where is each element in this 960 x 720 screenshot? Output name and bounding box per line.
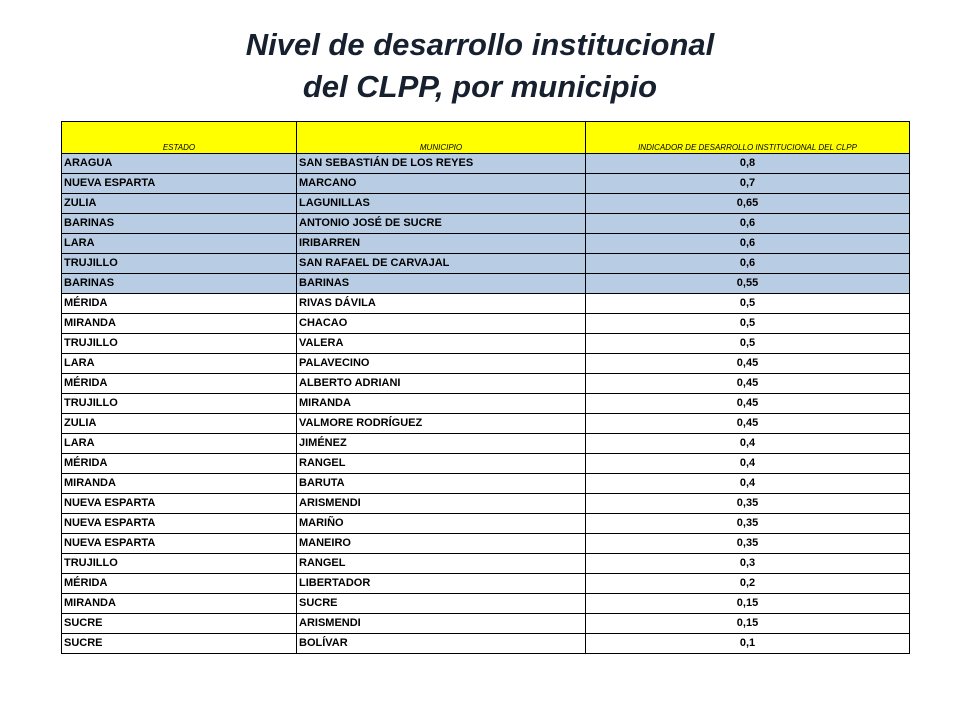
- cell-estado: NUEVA ESPARTA: [62, 534, 297, 554]
- header-estado: ESTADO: [62, 122, 297, 154]
- cell-estado: TRUJILLO: [62, 554, 297, 574]
- cell-indicador: 0,4: [586, 454, 910, 474]
- cell-estado: BARINAS: [62, 214, 297, 234]
- cell-municipio: JIMÉNEZ: [297, 434, 586, 454]
- table-row: [62, 354, 910, 374]
- table-row: [62, 254, 910, 274]
- cell-estado: TRUJILLO: [62, 394, 297, 414]
- cell-municipio: RANGEL: [297, 554, 586, 574]
- cell-estado: ZULIA: [62, 414, 297, 434]
- cell-indicador: 0,6: [586, 234, 910, 254]
- cell-municipio: BARUTA: [297, 474, 586, 494]
- cell-estado: MÉRIDA: [62, 574, 297, 594]
- cell-indicador: 0,55: [586, 274, 910, 294]
- table-row: [62, 494, 910, 514]
- header-municipio: MUNICIPIO: [297, 122, 586, 154]
- page-title: [0, 24, 960, 108]
- table-row: [62, 234, 910, 254]
- title-line-1: Nivel de desarrollo institucional: [245, 27, 715, 62]
- table-row: [62, 414, 910, 434]
- cell-municipio: SAN RAFAEL DE CARVAJAL: [297, 254, 586, 274]
- table-row: [62, 534, 910, 554]
- cell-municipio: LIBERTADOR: [297, 574, 586, 594]
- cell-estado: LARA: [62, 354, 297, 374]
- cell-indicador: 0,3: [586, 554, 910, 574]
- cell-estado: MÉRIDA: [62, 374, 297, 394]
- table-row: [62, 434, 910, 454]
- header-indicador: INDICADOR DE DESARROLLO INSTITUCIONAL DEL CLPP: [586, 122, 910, 154]
- cell-municipio: MARIÑO: [297, 514, 586, 534]
- cell-municipio: VALERA: [297, 334, 586, 354]
- cell-estado: SUCRE: [62, 614, 297, 634]
- cell-indicador: 0,15: [586, 594, 910, 614]
- table-row: [62, 614, 910, 634]
- cell-indicador: 0,1: [586, 634, 910, 654]
- cell-indicador: 0,45: [586, 354, 910, 374]
- cell-indicador: 0,35: [586, 494, 910, 514]
- table-row: [62, 154, 910, 174]
- cell-municipio: IRIBARREN: [297, 234, 586, 254]
- clpp-table: [61, 121, 910, 654]
- table-header-row: [62, 122, 910, 154]
- cell-indicador: 0,5: [586, 314, 910, 334]
- cell-indicador: 0,7: [586, 174, 910, 194]
- cell-municipio: RIVAS DÁVILA: [297, 294, 586, 314]
- cell-indicador: 0,35: [586, 514, 910, 534]
- cell-indicador: 0,6: [586, 254, 910, 274]
- cell-estado: NUEVA ESPARTA: [62, 174, 297, 194]
- cell-estado: LARA: [62, 234, 297, 254]
- table-row: [62, 374, 910, 394]
- cell-estado: TRUJILLO: [62, 334, 297, 354]
- cell-indicador: 0,5: [586, 334, 910, 354]
- cell-indicador: 0,4: [586, 434, 910, 454]
- cell-estado: MÉRIDA: [62, 294, 297, 314]
- table-row: [62, 514, 910, 534]
- cell-municipio: ARISMENDI: [297, 494, 586, 514]
- cell-estado: NUEVA ESPARTA: [62, 494, 297, 514]
- cell-estado: LARA: [62, 434, 297, 454]
- cell-municipio: MANEIRO: [297, 534, 586, 554]
- table-row: [62, 334, 910, 354]
- table-row: [62, 214, 910, 234]
- table-row: [62, 454, 910, 474]
- cell-municipio: ANTONIO JOSÉ DE SUCRE: [297, 214, 586, 234]
- table-row: [62, 274, 910, 294]
- table-row: [62, 554, 910, 574]
- cell-indicador: 0,2: [586, 574, 910, 594]
- cell-estado: NUEVA ESPARTA: [62, 514, 297, 534]
- cell-indicador: 0,6: [586, 214, 910, 234]
- cell-estado: SUCRE: [62, 634, 297, 654]
- cell-municipio: RANGEL: [297, 454, 586, 474]
- cell-indicador: 0,65: [586, 194, 910, 214]
- cell-municipio: ARISMENDI: [297, 614, 586, 634]
- cell-estado: ZULIA: [62, 194, 297, 214]
- cell-municipio: SAN SEBASTIÁN DE LOS REYES: [297, 154, 586, 174]
- cell-estado: MIRANDA: [62, 594, 297, 614]
- cell-estado: MIRANDA: [62, 314, 297, 334]
- cell-municipio: BARINAS: [297, 274, 586, 294]
- cell-estado: MIRANDA: [62, 474, 297, 494]
- cell-estado: MÉRIDA: [62, 454, 297, 474]
- cell-municipio: CHACAO: [297, 314, 586, 334]
- cell-municipio: SUCRE: [297, 594, 586, 614]
- table-row: [62, 594, 910, 614]
- cell-municipio: LAGUNILLAS: [297, 194, 586, 214]
- cell-municipio: MIRANDA: [297, 394, 586, 414]
- cell-municipio: PALAVECINO: [297, 354, 586, 374]
- cell-indicador: 0,8: [586, 154, 910, 174]
- cell-indicador: 0,45: [586, 374, 910, 394]
- cell-indicador: 0,45: [586, 414, 910, 434]
- table-row: [62, 314, 910, 334]
- table-row: [62, 174, 910, 194]
- cell-municipio: BOLÍVAR: [297, 634, 586, 654]
- cell-municipio: VALMORE RODRÍGUEZ: [297, 414, 586, 434]
- cell-municipio: ALBERTO ADRIANI: [297, 374, 586, 394]
- table-body: [62, 154, 910, 654]
- table-row: [62, 394, 910, 414]
- cell-indicador: 0,4: [586, 474, 910, 494]
- cell-indicador: 0,35: [586, 534, 910, 554]
- table-row: [62, 574, 910, 594]
- cell-indicador: 0,15: [586, 614, 910, 634]
- cell-estado: ARAGUA: [62, 154, 297, 174]
- table-row: [62, 474, 910, 494]
- cell-municipio: MARCANO: [297, 174, 586, 194]
- cell-estado: BARINAS: [62, 274, 297, 294]
- table-row: [62, 634, 910, 654]
- cell-estado: TRUJILLO: [62, 254, 297, 274]
- cell-indicador: 0,5: [586, 294, 910, 314]
- table-row: [62, 294, 910, 314]
- table-row: [62, 194, 910, 214]
- title-line-2: del CLPP, por municipio: [302, 69, 658, 104]
- cell-indicador: 0,45: [586, 394, 910, 414]
